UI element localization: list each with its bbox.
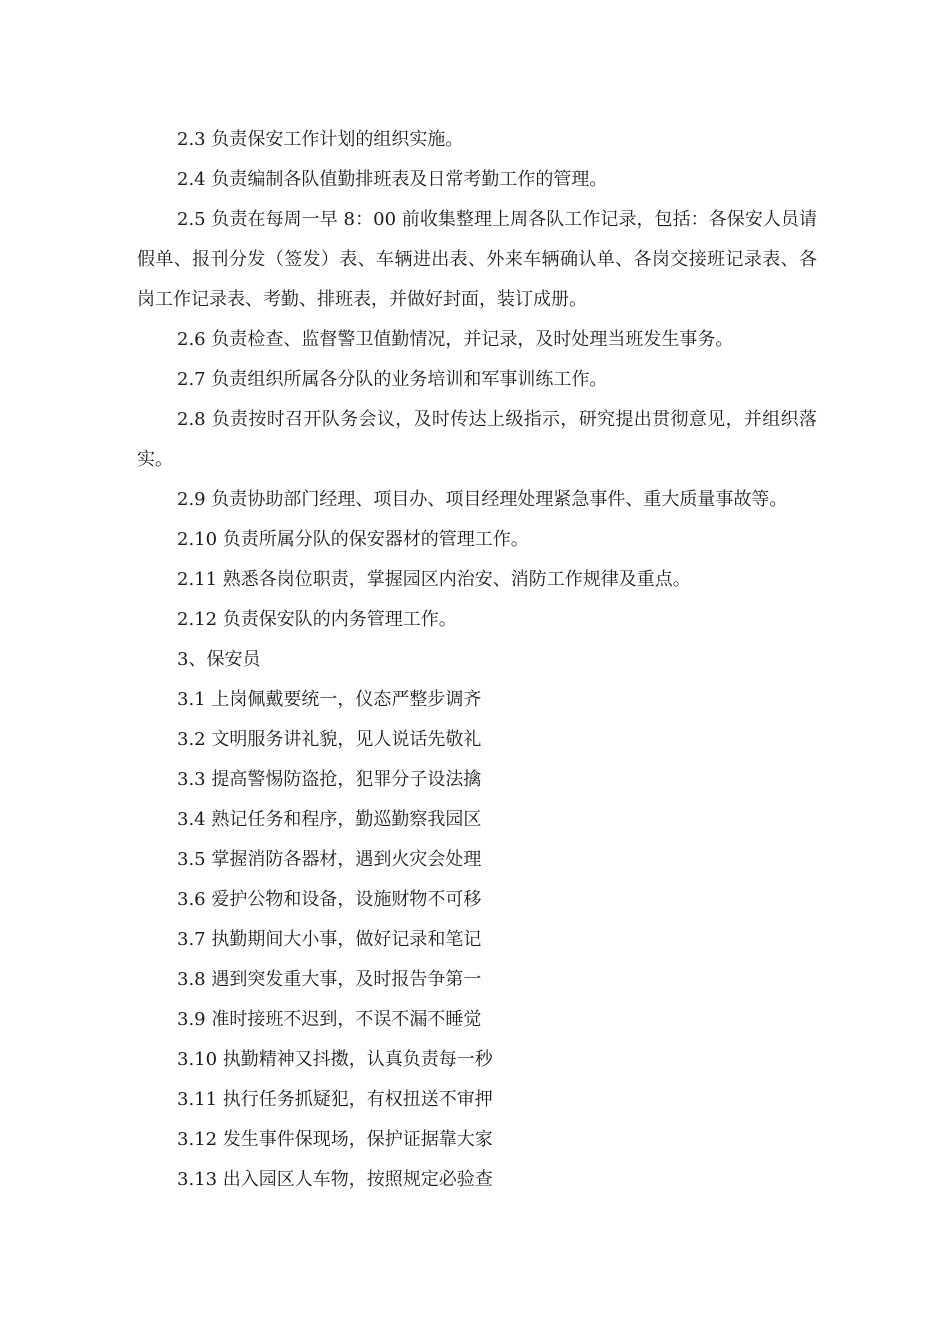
paragraph-3-12: 3.12 发生事件保现场，保护证据靠大家 xyxy=(177,1129,493,1150)
paragraph-2-8: 2.8 负责按时召开队务会议，及时传达上级指示，研究提出贯彻意见，并组织落实。 xyxy=(137,409,817,470)
paragraph-2-3: 2.3 负责保安工作计划的组织实施。 xyxy=(177,129,464,150)
paragraph-2-11: 2.11 熟悉各岗位职责，掌握园区内治安、消防工作规律及重点。 xyxy=(177,569,691,590)
section-heading-3: 3、保安员 xyxy=(177,649,261,670)
paragraph-3-9: 3.9 准时接班不迟到，不误不漏不睡觉 xyxy=(177,1009,482,1030)
paragraph-2-9: 2.9 负责协助部门经理、项目办、项目经理处理紧急事件、重大质量事故等。 xyxy=(177,489,788,510)
paragraph-3-1: 3.1 上岗佩戴要统一，仪态严整步调齐 xyxy=(177,689,482,710)
paragraph-3-5: 3.5 掌握消防各器材，遇到火灾会处理 xyxy=(177,849,482,870)
paragraph-3-13: 3.13 出入园区人车物，按照规定必验查 xyxy=(177,1169,493,1190)
paragraph-2-6: 2.6 负责检查、监督警卫值勤情况，并记录，及时处理当班发生事务。 xyxy=(177,329,734,350)
paragraph-3-11: 3.11 执行任务抓疑犯，有权扭送不审押 xyxy=(177,1089,493,1110)
paragraph-3-10: 3.10 执勤精神又抖擞，认真负责每一秒 xyxy=(177,1049,493,1070)
paragraph-2-12: 2.12 负责保安队的内务管理工作。 xyxy=(177,609,457,630)
paragraph-3-7: 3.7 执勤期间大小事，做好记录和笔记 xyxy=(177,929,482,950)
paragraph-3-6: 3.6 爱护公物和设备，设施财物不可移 xyxy=(177,889,482,910)
paragraph-2-5: 2.5 负责在每周一早 8：00 前收集整理上周各队工作记录，包括：各保安人员请假单、报刊分发（签发）表、车辆进出表、外来车辆确认单、各岗交接班记录表、各岗工作记录表、考勤、排班表，并做好封面，装订成册。 xyxy=(137,209,817,310)
document-body xyxy=(137,120,817,1200)
paragraph-3-4: 3.4 熟记任务和程序，勤巡勤察我园区 xyxy=(177,809,482,830)
paragraph-3-2: 3.2 文明服务讲礼貌，见人说话先敬礼 xyxy=(177,729,482,750)
paragraph-2-10: 2.10 负责所属分队的保安器材的管理工作。 xyxy=(177,529,529,550)
paragraph-3-3: 3.3 提高警惕防盗抢，犯罪分子设法擒 xyxy=(177,769,482,790)
paragraph-3-8: 3.8 遇到突发重大事，及时报告争第一 xyxy=(177,969,482,990)
paragraph-2-7: 2.7 负责组织所属各分队的业务培训和军事训练工作。 xyxy=(177,369,608,390)
paragraph-2-4: 2.4 负责编制各队值勤排班表及日常考勤工作的管理。 xyxy=(177,169,608,190)
